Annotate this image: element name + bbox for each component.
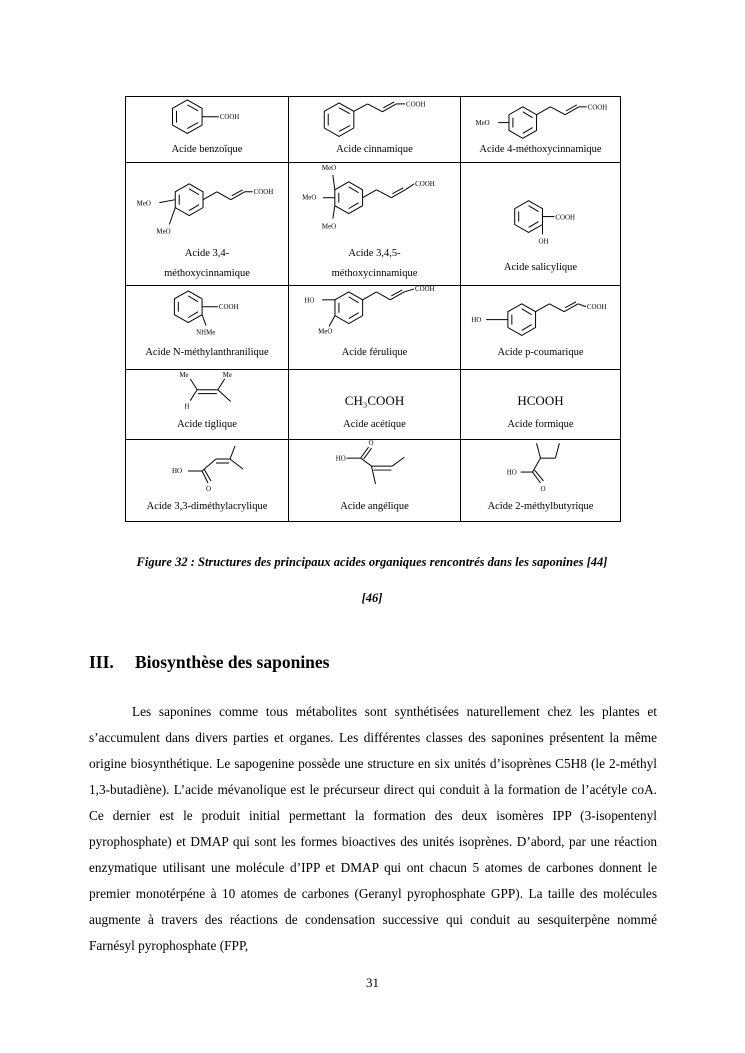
cell-acetic-acid [288,370,460,439]
structure-label: MeO [321,222,337,231]
compound-name: Acide 4-méthoxycinnamique [479,144,602,155]
figure-caption: Figure 32 : Structures des principaux acides organiques rencontrés dans les saponines [44] [136,555,608,569]
structure-label: HO [304,297,315,305]
structure-label: O [206,485,212,493]
compound-name: Acide formique [507,419,574,430]
cell-345-methoxycinnamic-acid [288,163,460,285]
compound-name-line: méthoxycinnamique [331,268,418,279]
cell-ferulic-acid [288,286,460,369]
structure-label: COOH [218,304,239,312]
structure-label: MeO [136,199,151,208]
structure-label: MeO [156,227,171,236]
cell-4-methoxycinnamic-acid [460,97,620,162]
compound-name-line: méthoxycinnamique [164,268,250,279]
table-row [126,440,620,521]
compound-name [289,244,460,284]
structure-label: OH [538,237,549,246]
cell-n-methylanthranilic-acid [126,286,288,369]
structure-label: MeO [475,120,490,128]
page-number: 31 [366,975,379,990]
compound-name: Acide p-coumarique [497,347,584,358]
cell-angelic-acid [288,440,460,521]
table-row [126,370,620,440]
section-heading [89,652,330,673]
compound-name: Acide acétique [343,419,406,430]
structure-label: COOH [415,179,435,188]
compound-name: Acide benzoïque [171,144,243,155]
cell-33-dimethylacrylic-acid [126,440,288,521]
structure-label: COOH [587,104,608,112]
compound-name: Acide 3,3-diméthylacrylique [146,501,268,512]
compound-name-line: Acide 3,4,5- [348,248,401,259]
cell-cinnamic-acid [288,97,460,162]
structure-label: O [368,440,374,448]
structure-label: O [540,484,546,493]
structure-label: MeO [321,163,337,172]
compound-name: Acide N-méthylanthranilique [145,347,269,358]
figure-caption-continued: [46] [361,591,383,605]
structure-label: Me [222,371,232,379]
compound-name: Acide cinnamique [336,144,413,155]
structure-label: COOH [406,101,426,109]
compound-name-line: Acide 3,4- [184,248,230,259]
compound-name: Acide salicylique [503,262,578,273]
section-number: III. [89,652,114,672]
chemical-formula: HCOOH [517,393,564,408]
structure-label: COOH [555,213,576,222]
cell-salicylic-acid [460,163,620,285]
cell-tiglic-acid [126,370,288,439]
cell-2-methylbutyric-acid [460,440,620,521]
compound-name: Acide 2-méthylbutyrique [487,501,594,512]
cell-formic-acid [460,370,620,439]
compound-name [126,244,288,284]
body-paragraph: Les saponines comme tous métabolites sont synthétisées naturellement chez les plantes et s’accumulent dans divers parties et organes. Les différentes classes des saponines présentent la même origine biosynthétique. Le sapogenine possède une structure en six unités d’isoprènes C5H8 (le 2-méthyl 1,3-butadiène). L’acide mévanolique est le précurseur direct qui conduit à la formation de l’acétyle coA. Ce dernier est le produit initial permettant la formation des deux isomères IPP (3-isopentenyl pyrophosphate) et DMAP qui sont les formes bioactives des unités isoprènes. D’abord, par une réaction enzymatique utilisant une molécule d’IPP et DMAP qui ont chacun 5 atomes de carbones donnent le premier monotérpéne à 10 atomes de carbones (Geranyl pyrophosphate GPP). La taille des molécules augmente à travers des réactions de condensation successive qui conduit au sesquiterpène nommé Farnésyl pyrophosphate (FPP, [89,704,657,953]
structure-label: HO [471,317,482,325]
structure-label: MeO [302,193,317,202]
structure-label: NHMe [196,329,216,337]
section-title: Biosynthèse des saponines [135,652,330,672]
table-row [126,286,620,370]
structure-label: HO [506,468,517,477]
cell-p-coumaric-acid [460,286,620,369]
table-row [126,97,620,163]
structure-label: COOH [253,188,274,197]
table-row [126,163,620,286]
structure-label: Me [179,371,189,379]
structure-label: COOH [219,114,240,122]
structure-label: HO [335,454,346,463]
compound-name: Acide tiglique [177,419,237,430]
structure-label: H [184,403,190,411]
acids-structure-table [125,96,621,522]
structure-label: HO [172,467,183,475]
structure-label: COOH [586,304,607,312]
structure-label: COOH [415,286,435,293]
compound-name: Acide férulique [341,347,408,358]
chemical-formula: CH₃COOH [344,393,405,408]
structure-label: MeO [318,328,333,336]
cell-34-methoxycinnamic-acid [126,163,288,285]
cell-benzoic-acid [126,97,288,162]
compound-name: Acide angélique [340,501,409,512]
